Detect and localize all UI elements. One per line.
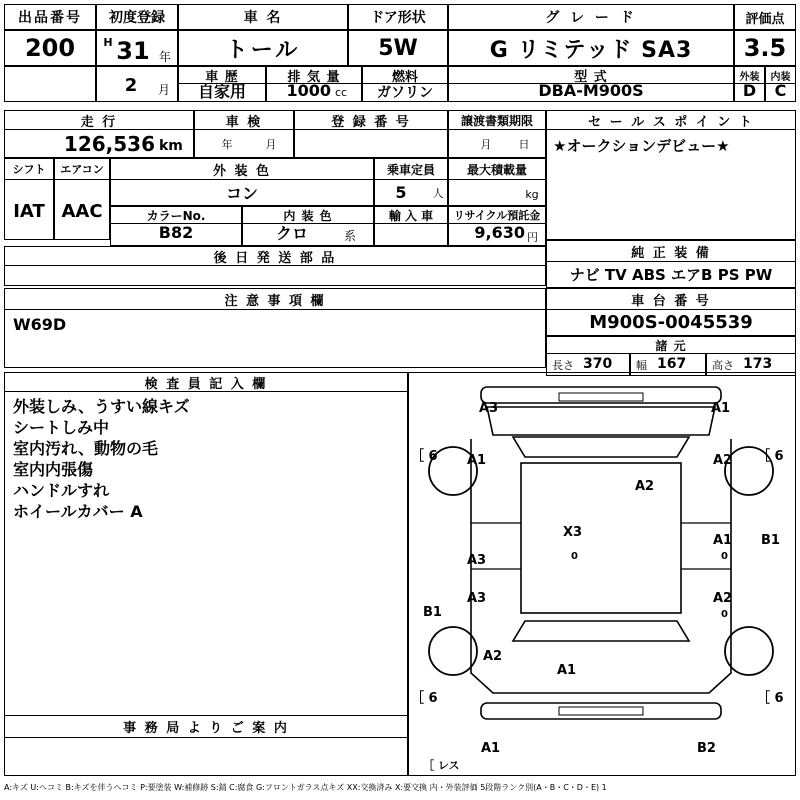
- chassis-value-cell: [546, 310, 796, 336]
- interior-color-value: クロ: [275, 224, 308, 243]
- interior-color-suffix: 系: [343, 228, 356, 243]
- model-code-value: DBA-M900S: [538, 81, 644, 100]
- first-reg-label-cell: [96, 4, 178, 30]
- inspector-note-line: 外装しみ、うすい線キズ: [13, 397, 190, 416]
- import-label-cell: [374, 206, 448, 224]
- transfer-value-cell: [448, 130, 546, 158]
- lot-number-value: 200: [24, 34, 76, 62]
- recycle-unit: 円: [527, 230, 538, 244]
- width-label: 幅: [636, 358, 647, 372]
- lot-number-label: 出品番号: [18, 10, 82, 26]
- displacement-value: 1000: [286, 81, 331, 100]
- later-parts-label-cell: [4, 246, 546, 266]
- door-label: ドア形状: [370, 10, 426, 26]
- fuel-value: ガソリン: [377, 84, 433, 101]
- inspector-note-line: 室内内張傷: [13, 460, 94, 479]
- caution-value: W69D: [13, 314, 67, 334]
- grade-label-cell: [448, 4, 734, 30]
- inspection-value-cell: [194, 130, 294, 158]
- color-no-label: カラーNo.: [146, 208, 206, 223]
- fuel-value-cell: [362, 84, 448, 102]
- history-value-cell: [178, 84, 266, 102]
- tire-depth-label: ［ 6: [757, 691, 784, 706]
- damage-mark: A1: [481, 741, 501, 756]
- capacity-unit: 人: [432, 187, 444, 200]
- import-value-cell: [374, 224, 448, 246]
- transfer-label-cell: [448, 110, 546, 130]
- inspection-label: 車 検: [225, 114, 263, 130]
- shift-value-cell: [4, 180, 54, 240]
- interior-color-label: 内 装 色: [283, 208, 333, 223]
- history-month: 2: [124, 74, 138, 96]
- door-value-cell: [348, 30, 448, 66]
- history-value: 自家用: [197, 82, 246, 101]
- capacity-value: 5: [395, 183, 407, 202]
- interior-color-value-cell: [242, 224, 374, 246]
- damage-diagram-panel: [408, 372, 796, 776]
- lot-number-label-cell: [4, 4, 96, 30]
- int-grade-value: C: [774, 81, 787, 100]
- damage-mark: A1: [711, 401, 731, 416]
- aircon-value-cell: [54, 180, 110, 240]
- score-value-cell: [734, 30, 796, 66]
- sales-point-value: ★オークションデビュー★: [553, 136, 730, 155]
- import-label: 輸 入 車: [388, 208, 434, 223]
- displacement-unit: cc: [335, 86, 348, 99]
- color-no-value: B82: [158, 223, 194, 242]
- exterior-color-label: 外 装 色: [212, 163, 272, 179]
- mileage-label: 走 行: [80, 114, 118, 130]
- shift-label: シフト: [12, 163, 46, 176]
- car-outline-diagram: [409, 373, 795, 775]
- length-label: 長さ: [552, 358, 574, 372]
- caution-value-cell: [4, 310, 546, 368]
- spare-tire-note: ［ レス: [423, 759, 460, 772]
- car-name-label: 車 名: [243, 10, 283, 26]
- damage-mark: A2: [483, 649, 503, 664]
- max-load-label: 最大積載量: [466, 162, 527, 177]
- inspection-year-unit: 年: [221, 138, 233, 151]
- transfer-day-unit: 日: [518, 138, 530, 151]
- first-reg-era: H: [103, 35, 113, 49]
- height-label: 高さ: [712, 358, 734, 372]
- score-value: 3.5: [743, 34, 787, 62]
- door-label-cell: [348, 4, 448, 30]
- damage-mark: B2: [697, 741, 716, 756]
- max-load-label-cell: [448, 158, 546, 180]
- model-code-value-cell: [448, 81, 734, 102]
- damage-mark: A3: [479, 401, 499, 416]
- damage-mark: B1: [761, 533, 780, 548]
- office-notice-cell: [4, 738, 408, 776]
- max-load-unit: kg: [525, 187, 539, 201]
- int-grade-label: 内装: [770, 71, 791, 83]
- inspector-note-line: 室内汚れ、動物の毛: [13, 439, 158, 458]
- later-parts-label: 後 日 発 送 部 品: [213, 250, 337, 266]
- lot-number-blank-cell: [4, 66, 96, 102]
- legend-text: A:キズ U:ヘコミ B:キズを伴うヘコミ P:要塗装 W:補修跡 S:錆 C:腐食 G:フロントガラス点キズ XX:交換済み X:要交換 内・外装評価 5段階ランク別(A・B・C・D・E) 1: [4, 783, 607, 792]
- fuel-label: 燃料: [391, 69, 418, 85]
- history-label: 車 歴: [205, 69, 239, 85]
- damage-mark: A1: [467, 453, 487, 468]
- aircon-label-cell: [54, 158, 110, 180]
- inspector-title-cell: [4, 372, 408, 392]
- car-name-label-cell: [178, 4, 348, 30]
- damage-mark: A1: [557, 663, 577, 678]
- length-value: 370: [583, 355, 613, 372]
- office-title: 事 務 局 よ り ご 案 内: [123, 721, 289, 736]
- first-reg-value-cell: [96, 30, 178, 66]
- capacity-label-cell: [374, 158, 448, 180]
- recycle-value-cell: [448, 224, 546, 246]
- max-load-value-cell: [448, 180, 546, 206]
- inspector-title: 検 査 員 記 入 欄: [144, 376, 268, 392]
- maker-label: 諸 元: [655, 338, 687, 353]
- displacement-value-cell: [266, 81, 362, 102]
- recycle-label: リサイクル預託金: [453, 209, 541, 222]
- capacity-value-cell: [374, 180, 448, 206]
- car-name-value-cell: [178, 30, 348, 66]
- first-reg-year-unit: 年: [158, 49, 171, 64]
- car-name-value: トール: [225, 37, 301, 63]
- chassis-label: 車 台 番 号: [631, 293, 711, 309]
- caution-label: 注 意 事 項 欄: [224, 293, 326, 309]
- genuine-equip-label-cell: [546, 240, 796, 262]
- damage-mark: B1: [423, 605, 442, 620]
- door-value: 5W: [378, 35, 418, 61]
- damage-mark: X3: [563, 525, 583, 540]
- grade-value-cell: [448, 30, 734, 66]
- tire-depth-label: ［ 6: [411, 449, 438, 464]
- ext-grade-label: 外装: [739, 71, 760, 83]
- inspector-note-line: シートしみ中: [13, 418, 110, 437]
- mileage-label-cell: [4, 110, 194, 130]
- shift-value: IAT: [13, 200, 45, 222]
- ext-grade-value-cell: [734, 81, 765, 102]
- grade-label: グ レ ー ド: [545, 10, 637, 26]
- damage-mark-zero: 0: [721, 551, 728, 562]
- chassis-label-cell: [546, 288, 796, 310]
- later-parts-value-cell: [4, 266, 546, 286]
- ext-grade-value: D: [742, 81, 757, 100]
- sales-point-label: セ ー ル ス ポ イ ン ト: [588, 114, 754, 130]
- displacement-label: 排 気 量: [287, 69, 341, 85]
- recycle-value: 9,630: [474, 223, 525, 242]
- genuine-equip-value-cell: [546, 262, 796, 288]
- sales-point-label-cell: [546, 110, 796, 130]
- shift-label-cell: [4, 158, 54, 180]
- damage-mark: A2: [713, 591, 733, 606]
- inspector-notes-cell: [4, 392, 408, 716]
- damage-mark: A3: [467, 591, 487, 606]
- model-code-label: 型 式: [574, 69, 608, 85]
- inspector-note-line: ホイールカバー A: [13, 502, 143, 521]
- transfer-month-unit: 月: [480, 138, 492, 151]
- score-label: 評価点: [745, 11, 785, 27]
- genuine-equip-label: 純 正 装 備: [631, 245, 711, 261]
- capacity-label: 乗車定員: [386, 162, 435, 177]
- damage-mark-zero: 0: [721, 609, 728, 620]
- genuine-equip-value: ナビ TV ABS エアB PS PW: [569, 266, 773, 284]
- int-grade-value-cell: [765, 81, 796, 102]
- grade-value: G リミテッド SA3: [489, 37, 693, 63]
- mileage-value: 126,536: [63, 131, 155, 156]
- damage-mark-zero: 0: [571, 551, 578, 562]
- score-label-cell: [734, 4, 796, 30]
- exterior-color-label-cell: [110, 158, 374, 180]
- transfer-label: 譲渡書類期限: [460, 113, 533, 128]
- maker-label-cell: [546, 336, 796, 354]
- exterior-color-value: コン: [225, 184, 258, 203]
- color-no-value-cell: [110, 224, 242, 246]
- aircon-value: AAC: [61, 200, 103, 222]
- sales-point-value-cell: [546, 130, 796, 240]
- reg-number-label: 登 録 番 号: [331, 114, 411, 130]
- inspection-month-unit: 月: [265, 138, 277, 151]
- damage-mark: A2: [635, 479, 655, 494]
- first-reg-year: 31: [116, 37, 150, 65]
- aircon-label: エアコン: [60, 163, 104, 176]
- inspection-label-cell: [194, 110, 294, 130]
- damage-mark: A1: [713, 533, 733, 548]
- height-value: 173: [743, 355, 773, 372]
- width-value: 167: [657, 355, 687, 372]
- exterior-color-value-cell: [110, 180, 374, 206]
- mileage-unit: km: [159, 137, 183, 154]
- inspector-note-line: ハンドルすれ: [13, 481, 110, 500]
- caution-label-cell: [4, 288, 546, 310]
- tire-depth-label: ［ 6: [757, 449, 784, 464]
- history-month-unit: 月: [157, 82, 170, 97]
- damage-mark: A3: [467, 553, 487, 568]
- lot-number-value-cell: [4, 30, 96, 66]
- office-title-cell: [4, 716, 408, 738]
- reg-number-label-cell: [294, 110, 448, 130]
- history-month-cell: [96, 66, 178, 102]
- tire-depth-label: ［ 6: [411, 691, 438, 706]
- mileage-value-cell: [4, 130, 194, 158]
- damage-mark: A2: [713, 453, 733, 468]
- reg-number-value-cell: [294, 130, 448, 158]
- chassis-value: M900S-0045539: [589, 312, 753, 333]
- first-reg-label: 初度登録: [109, 10, 165, 26]
